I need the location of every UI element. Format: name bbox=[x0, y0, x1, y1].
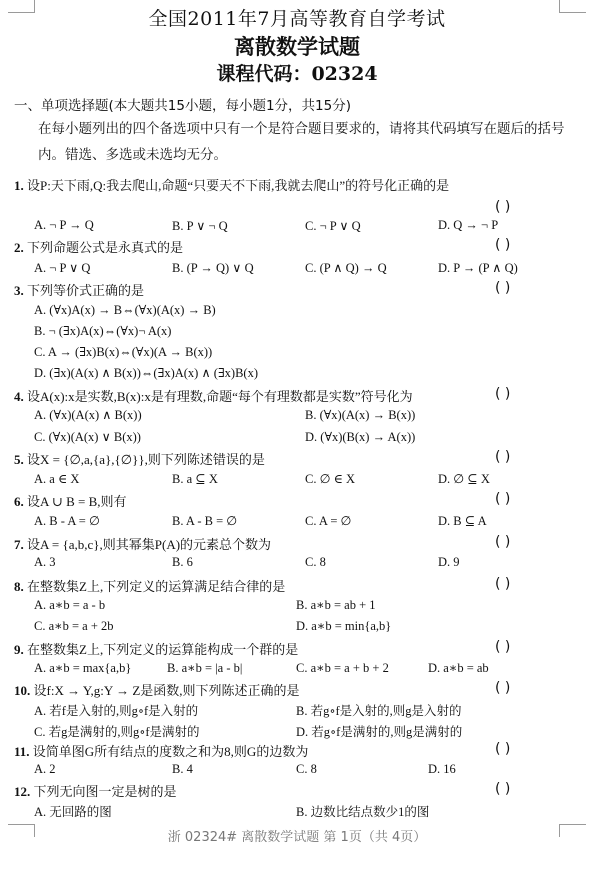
q10-option-d: D. 若g∘f是满射的,则g是满射的 bbox=[296, 725, 463, 739]
answer-bracket-2: ( ) bbox=[495, 237, 511, 253]
answer-bracket-9: ( ) bbox=[495, 639, 511, 655]
answer-bracket-10: ( ) bbox=[495, 680, 511, 696]
q1-option-a: A. ¬ P → Q bbox=[34, 218, 94, 232]
q2-option-c: C. (P ∧ Q) → Q bbox=[305, 261, 387, 275]
q7-option-a: A. 3 bbox=[34, 555, 56, 569]
q4-option-b: B. (∀x)(A(x) → B(x)) bbox=[305, 408, 416, 422]
q5-option-d: D. ∅ ⊆ X bbox=[438, 472, 490, 486]
section-heading: 一、单项选择题(本大题共15小题，每小题1分，共15分) bbox=[14, 98, 351, 114]
question-12: 12. 下列无向图一定是树的是 bbox=[14, 784, 177, 799]
q7-option-c: C. 8 bbox=[305, 555, 326, 569]
q3-option-b: B. ¬ (∃x)A(x)⇔(∀x)¬ A(x) bbox=[34, 324, 172, 338]
q3-option-d: D. (∃x)(A(x) ∧ B(x))⇔(∃x)A(x) ∧ (∃x)B(x) bbox=[34, 366, 258, 380]
q1-option-c: C. ¬ P ∨ Q bbox=[305, 219, 361, 233]
answer-bracket-8: ( ) bbox=[495, 576, 511, 592]
question-6: 6. 设A ∪ B = B,则有 bbox=[14, 494, 127, 509]
q11-option-d: D. 16 bbox=[428, 762, 456, 776]
q6-option-a: A. B - A = ∅ bbox=[34, 514, 100, 528]
q4-option-a: A. (∀x)(A(x) ∧ B(x)) bbox=[34, 408, 142, 422]
question-2: 2. 下列命题公式是永真式的是 bbox=[14, 240, 184, 255]
q3-option-a: A. (∀x)A(x) → B⇔(∀x)(A(x) → B) bbox=[34, 303, 216, 317]
section-instructions: 在每小题列出的四个备选项中只有一个是符合题目要求的，请将其代码填写在题后的括号内。错选、多选或未选均无分。 bbox=[38, 121, 565, 163]
answer-bracket-4: ( ) bbox=[495, 386, 511, 402]
answer-bracket-11: ( ) bbox=[495, 741, 511, 757]
q9-option-d: D. a∗b = ab bbox=[428, 661, 489, 675]
answer-bracket-12: ( ) bbox=[495, 781, 511, 797]
answer-bracket-6: ( ) bbox=[495, 491, 511, 507]
q8-option-c: C. a∗b = a + 2b bbox=[34, 619, 114, 633]
question-11: 11. 设简单图G所有结点的度数之和为8,则G的边数为 bbox=[14, 744, 309, 759]
answer-bracket-3: ( ) bbox=[495, 280, 511, 296]
q8-option-b: B. a∗b = ab + 1 bbox=[296, 598, 376, 612]
page-footer: 浙 02324# 离散数学试题 第 1页（共 4页） bbox=[167, 830, 427, 845]
q8-option-d: D. a∗b = min{a,b} bbox=[296, 619, 392, 633]
q10-option-a: A. 若f是入射的,则g∘f是入射的 bbox=[34, 704, 199, 718]
q9-option-b: B. a∗b = |a - b| bbox=[167, 661, 243, 675]
q2-option-a: A. ¬ P ∨ Q bbox=[34, 261, 91, 275]
q12-option-b: B. 边数比结点数少1的图 bbox=[296, 805, 430, 819]
question-3: 3. 下列等价式正确的是 bbox=[14, 283, 145, 298]
q3-option-c: C. A → (∃x)B(x)⇔(∀x)(A → B(x)) bbox=[34, 345, 213, 359]
course-code: 课程代码：02324 bbox=[216, 63, 378, 85]
q11-option-b: B. 4 bbox=[172, 762, 193, 776]
q12-option-a: A. 无回路的图 bbox=[34, 805, 112, 819]
question-9: 9. 在整数集Z上,下列定义的运算能构成一个群的是 bbox=[14, 642, 299, 657]
answer-bracket-7: ( ) bbox=[495, 534, 511, 550]
answer-bracket-5: ( ) bbox=[495, 449, 511, 465]
q2-option-d: D. P → (P ∧ Q) bbox=[438, 261, 518, 275]
question-8: 8. 在整数集Z上,下列定义的运算满足结合律的是 bbox=[14, 579, 286, 594]
q7-option-d: D. 9 bbox=[438, 555, 460, 569]
q6-option-c: C. A = ∅ bbox=[305, 514, 352, 528]
q1-option-d: D. Q → ¬ P bbox=[438, 218, 499, 232]
question-1: 1. 设P:天下雨,Q:我去爬山,命题“只要天不下雨,我就去爬山”的符号化正确的是 bbox=[14, 178, 450, 193]
q1-option-b: B. P ∨ ¬ Q bbox=[172, 219, 228, 233]
q10-option-b: B. 若g∘f是入射的,则g是入射的 bbox=[296, 704, 462, 718]
question-5: 5. 设X = {∅,a,{a},{∅}},则下列陈述错误的是 bbox=[14, 452, 265, 467]
q11-option-a: A. 2 bbox=[34, 762, 56, 776]
q5-option-b: B. a ⊆ X bbox=[172, 472, 218, 486]
q8-option-a: A. a∗b = a - b bbox=[34, 598, 106, 612]
q5-option-c: C. ∅ ∈ X bbox=[305, 472, 356, 486]
q10-option-c: C. 若g是满射的,则g∘f是满射的 bbox=[34, 725, 200, 739]
q7-option-b: B. 6 bbox=[172, 555, 193, 569]
q4-option-c: C. (∀x)(A(x) ∨ B(x)) bbox=[34, 430, 141, 444]
question-4: 4. 设A(x):x是实数,B(x):x是有理数,命题“每个有理数都是实数”符号化为 bbox=[14, 389, 413, 404]
q9-option-c: C. a∗b = a + b + 2 bbox=[296, 661, 389, 675]
q9-option-a: A. a∗b = max{a,b} bbox=[34, 661, 132, 675]
q2-option-b: B. (P → Q) ∨ Q bbox=[172, 261, 254, 275]
q6-option-d: D. B ⊆ A bbox=[438, 514, 487, 528]
q6-option-b: B. A - B = ∅ bbox=[172, 514, 238, 528]
question-10: 10. 设f:X → Y,g:Y → Z是函数,则下列陈述正确的是 bbox=[14, 683, 300, 698]
q5-option-a: A. a ∈ X bbox=[34, 472, 80, 486]
answer-bracket-1: ( ) bbox=[495, 199, 511, 215]
q11-option-c: C. 8 bbox=[296, 762, 317, 776]
q4-option-d: D. (∀x)(B(x) → A(x)) bbox=[305, 430, 416, 444]
question-7: 7. 设A = {a,b,c},则其幂集P(A)的元素总个数为 bbox=[14, 537, 272, 552]
exam-title: 全国2011年7月高等教育自学考试 bbox=[148, 8, 446, 30]
subject-title: 离散数学试题 bbox=[234, 34, 360, 59]
